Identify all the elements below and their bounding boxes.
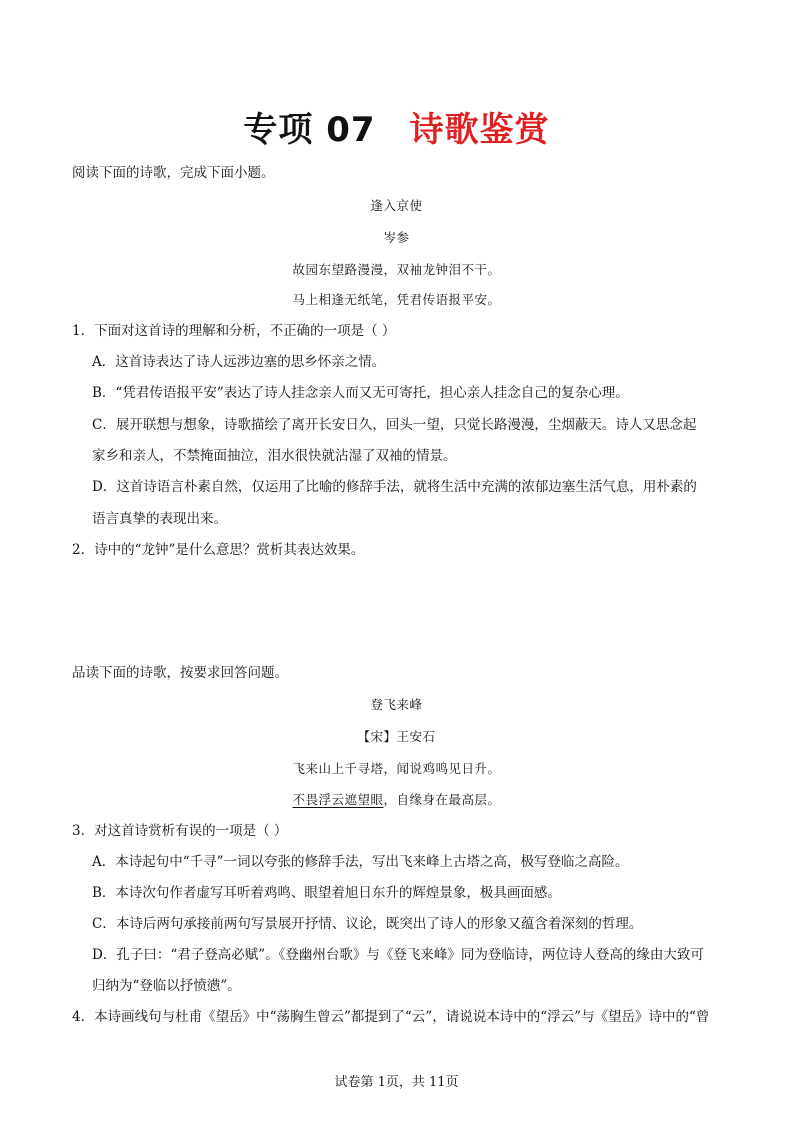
- title-main: 专项 07: [243, 110, 376, 150]
- poem2-author: 【宋】王安石: [357, 729, 436, 744]
- q1-option-a[interactable]: A．这首诗表达了诗人远涉边塞的思乡怀亲之情。: [92, 354, 386, 370]
- page-title: [0, 108, 793, 152]
- q2-stem: 2．诗中的“龙钟”是什么意思？赏析其表达效果。: [72, 542, 365, 558]
- poem2-underlined-phrase: 不畏浮云遮望眼: [292, 792, 384, 807]
- page-footer: 试卷第 1页，共 11页: [334, 1075, 459, 1090]
- poem1-line1: 故园东望路漫漫，双袖龙钟泪不干。: [292, 262, 501, 277]
- q4-stem-line1: 4．本诗画线句与杜甫《望岳》中“荡胸生曾云”都提到了“云”，请说说本诗中的“浮云”与《望岳》诗中的“曾: [72, 1009, 710, 1025]
- q1-stem: 1．下面对这首诗的理解和分析，不正确的一项是（ ）: [72, 323, 396, 339]
- poem2-line2-rest: ，自缘身在最高层。: [383, 792, 501, 807]
- poem2-title: 登飞来峰: [370, 697, 423, 712]
- poem1-title: 逢入京使: [370, 198, 423, 213]
- q1-option-c-line1[interactable]: C．展开联想与想象，诗歌描绘了离开长安日久，回头一望，只觉长路漫漫，尘烟蔽天。诗人又思念起: [92, 417, 697, 433]
- section1-intro: 阅读下面的诗歌，完成下面小题。: [72, 165, 275, 181]
- poem2-line1: 飞来山上千寻塔，闻说鸡鸣见日升。: [292, 761, 501, 776]
- q1-option-b[interactable]: B．“凭君传语报平安”表达了诗人挂念亲人而又无可寄托，担心亲人挂念自己的复杂心理。: [92, 385, 629, 401]
- q3-option-d-line1[interactable]: D．孔子曰：“君子登高必赋”。《登幽州台歌》与《登飞来峰》同为登临诗，两位诗人登高的缘由大致可: [92, 947, 704, 963]
- title-highlight: 诗歌鉴赏: [409, 110, 550, 150]
- q1-option-d-line1[interactable]: D．这首诗语言朴素自然，仅运用了比喻的修辞手法，就将生活中充满的浓郁边塞生活气息，用朴素的: [92, 479, 697, 495]
- q3-stem: 3．对这首诗赏析有误的一项是（ ）: [72, 823, 288, 839]
- poem2-line2: [0, 791, 793, 809]
- q1-option-c-line2[interactable]: 家乡和亲人，不禁掩面抽泣，泪水很快就沾湿了双袖的情景。: [92, 448, 457, 464]
- section2-intro: 品读下面的诗歌，按要求回答问题。: [72, 665, 288, 681]
- q3-option-d-line2[interactable]: 归纳为“登临以抒愤懑”。: [92, 978, 241, 994]
- poem1-line2: 马上相逢无纸笔，凭君传语报平安。: [292, 292, 501, 307]
- q3-option-b[interactable]: B．本诗次句作者虚写耳听着鸡鸣、眼望着旭日东升的辉煌景象，极具画面感。: [92, 885, 561, 901]
- q3-option-a[interactable]: A．本诗起句中“千寻”一词以夸张的修辞手法，写出飞来峰上古塔之高，极写登临之高险。: [92, 854, 629, 870]
- poem1-author: 岑参: [383, 230, 410, 245]
- q1-option-d-line2[interactable]: 语言真挚的表现出来。: [92, 511, 227, 527]
- q3-option-c[interactable]: C．本诗后两句承接前两句写景展开抒情、议论，既突出了诗人的形象又蕴含着深刻的哲理。: [92, 916, 643, 932]
